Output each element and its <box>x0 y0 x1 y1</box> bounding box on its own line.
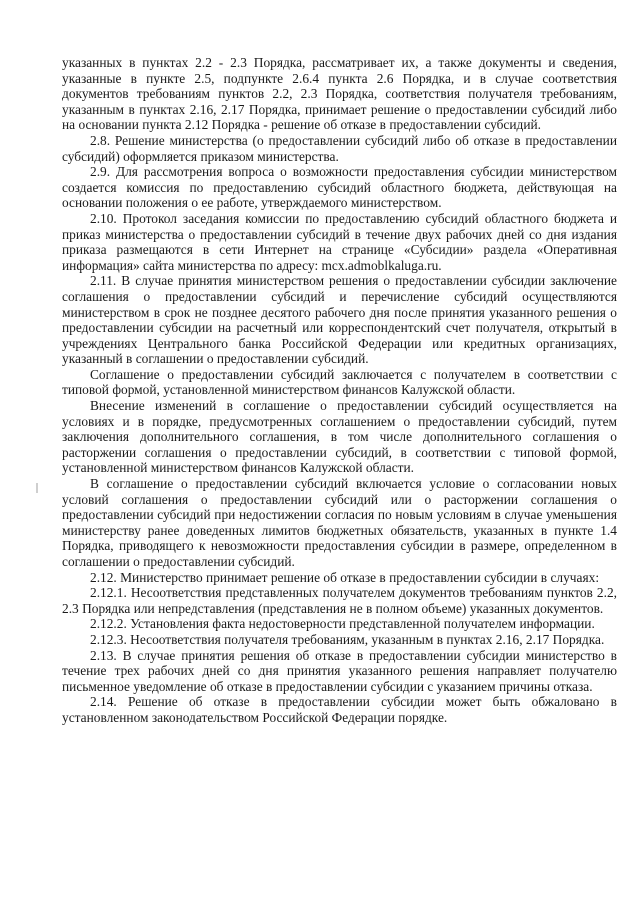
margin-mark <box>36 483 38 493</box>
document-body <box>62 55 617 726</box>
paragraph-2-12-1: 2.12.1. Несоответствия представленных получателем документов требованиям пунктов 2.2, 2.3 Порядка или непредставления (представления не в полном объеме) указанных документов. <box>62 585 617 616</box>
paragraph-condition: В соглашение о предоставлении субсидий включается условие о согласовании новых условий соглашения о предоставлении субсидий или о расторжении соглашения о предоставлении субсидий при недостижении согласия по новым условиям в случае уменьшения министерству ранее доведенных лимитов бюджетных обязательств, указанных в пункте 1.4 Порядка, приводящего к невозможности предоставления субсидии в размере, определенном в соглашении о предоставлении субсидий. <box>62 476 617 569</box>
paragraph-2-10: 2.10. Протокол заседания комиссии по предоставлению субсидий областного бюджета и приказ министерства о предоставлении субсидий в течение двух рабочих дней со дня издания приказа размещаются в сети Интернет на странице «Субсидии» раздела «Оперативная информация» сайта министерства по адресу: mcx.admoblkaluga.ru. <box>62 210 617 273</box>
paragraph-continuation: указанных в пунктах 2.2 - 2.3 Порядка, рассматривает их, а также документы и сведения, указанные в пункте 2.5, подпункте 2.6.4 пункта 2.6 Порядка, и в случае соответствия документов требованиям пунктов 2.2, 2.3 Порядка, соответствия получателя требованиям, указанным в пунктах 2.16, 2.17 Порядка, принимает решение о предоставлении субсидий либо на основании пункта 2.12 Порядка - решение об отказе в предоставлении субсидий. <box>62 55 617 133</box>
paragraph-2-12-2: 2.12.2. Установления факта недостоверности представленной получателем информации. <box>90 616 595 632</box>
paragraph-2-13: 2.13. В случае принятия решения об отказе в предоставлении субсидии министерство в течение трех рабочих дней со дня принятия указанного решения направляет получателю письменное уведомление об отказе в предоставлении субсидии с указанием причины отказа. <box>62 647 617 694</box>
paragraph-2-12-3: 2.12.3. Несоответствия получателя требованиям, указанным в пунктах 2.16, 2.17 Порядка. <box>90 631 605 647</box>
paragraph-2-12: 2.12. Министерство принимает решение об отказе в предоставлении субсидии в случаях: <box>90 569 600 585</box>
paragraph-2-9: 2.9. Для рассмотрения вопроса о возможности предоставления субсидии министерством создается комиссия по предоставлению субсидий областного бюджета, действующая на основании положения о ее работе, утверждаемого министерством. <box>62 164 617 211</box>
paragraph-changes: Внесение изменений в соглашение о предоставлении субсидий осуществляется на условиях и в порядке, предусмотренных соглашением о предоставлении субсидий, путем заключения дополнительного соглашения, в том числе дополнительного соглашения о расторжении соглашения о предоставлении субсидий, в соответствии с типовой формой, установленной министерством финансов Калужской области. <box>62 398 617 476</box>
paragraph-agreement: Соглашение о предоставлении субсидий заключается с получателем в соответствии с типовой формой, установленной министерством финансов Калужской области. <box>62 366 617 398</box>
paragraph-2-14: 2.14. Решение об отказе в предоставлении субсидии может быть обжаловано в установленном законодательством Российской Федерации порядке. <box>62 694 617 725</box>
paragraph-2-8: 2.8. Решение министерства (о предоставлении субсидий либо об отказе в предоставлении субсидий) оформляется приказом министерства. <box>62 132 617 164</box>
paragraph-2-11: 2.11. В случае принятия министерством решения о предоставлении субсидии заключение соглашения о предоставлении субсидий и перечисление субсидий осуществляются министерством в срок не позднее десятого рабочего дня после принятия указанного решения о предоставлении субсидии на расчетный или корреспондентский счет получателя, открытый в учреждениях Центрального банка Российской Федерации или кредитных организациях, указанный в соглашении о предоставлении субсидий. <box>62 273 617 367</box>
